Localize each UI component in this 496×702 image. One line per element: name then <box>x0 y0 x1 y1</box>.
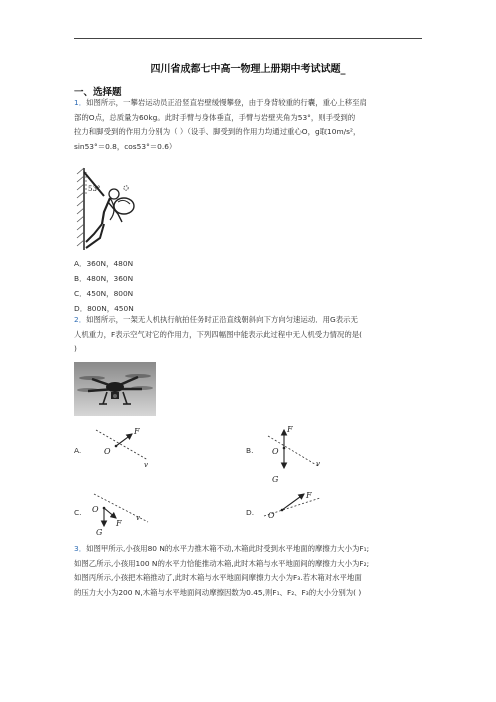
angle-label: 53° <box>88 185 101 193</box>
q1-line-2: 部的O点，总质量为60kg。此时手臂与身体垂直，手臂与岩壁夹角为53°，则手受到的 <box>74 112 356 122</box>
q3-line-1: 如图甲所示,小孩用80 N的水平力推木箱不动,木箱此时受到水平地面的摩擦力大小为F₁; <box>86 544 370 553</box>
drone-photo <box>74 362 156 416</box>
q3-line-4: 的压力大小为200 N,木箱与水平地面间动摩擦因数为0.45,则F₁、F₂、F₃的大小分别为( ) <box>74 587 362 597</box>
q1-line-1: 如图所示，一攀岩运动员正沿竖直岩壁缓慢攀登，由于身背较重的行囊，重心上移至肩 <box>86 98 367 107</box>
label-o: O <box>104 447 111 456</box>
q1-option-c: C．450N，800N <box>74 289 134 298</box>
force-diagram-d <box>262 490 332 530</box>
label-o: O <box>92 505 99 514</box>
q1-line-3: 拉力和脚受到的作用力分别为（ ）（设手、脚受到的作用力均通过重心O，g取10m/s²， <box>74 127 361 136</box>
label-v: v <box>316 460 320 468</box>
question-2-number: 2． <box>74 315 87 324</box>
label-f: F <box>287 425 293 434</box>
force-diagram-a <box>92 424 162 472</box>
q1-option-b: B．480N，360N <box>74 274 134 283</box>
section-heading: 一、选择题 <box>74 87 122 98</box>
question-1-text <box>74 96 424 154</box>
option-c-label: C. <box>74 508 82 517</box>
question-2-text <box>74 313 424 357</box>
q1-option-d: D．800N，450N <box>74 304 134 313</box>
q1-option-a: A．360N，480N <box>74 259 134 268</box>
option-b-label: B. <box>246 446 254 455</box>
q2-line-1: 如图所示，一架无人机执行航拍任务时正沿直线朝斜向下方向匀速运动．用G表示无 <box>86 315 358 324</box>
label-g: G <box>96 528 103 537</box>
q2-line-3: ) <box>74 344 77 353</box>
label-f: F <box>306 491 312 500</box>
question-1-number: 1． <box>74 98 87 107</box>
label-o: O <box>268 511 275 520</box>
q3-line-2: 如图乙所示,小孩用100 N的水平力恰能推动木箱,此时木箱与水平地面间的摩擦力大小为F₂; <box>74 558 370 568</box>
option-d-label: D. <box>246 508 255 517</box>
question-3-text <box>74 542 430 600</box>
label-f: F <box>116 519 122 528</box>
option-a-label: A. <box>74 446 82 455</box>
climber-figure <box>74 164 170 254</box>
label-g: G <box>272 475 279 484</box>
header-rule <box>74 38 422 39</box>
label-o: O <box>272 447 279 456</box>
question-3-number: 3． <box>74 544 87 553</box>
label-v: v <box>136 514 140 522</box>
force-diagram-c <box>90 490 160 538</box>
q2-line-2: 人机重力，F表示空气对它的作用力，下列四幅图中能表示此过程中无人机受力情况的是( <box>74 329 362 339</box>
label-f: F <box>134 427 140 436</box>
page-title: 四川省成都七中高一物理上册期中考试试题_ <box>150 64 346 75</box>
q1-line-4: sin53°＝0.8，cos53°＝0.6） <box>74 141 177 151</box>
q3-line-3: 如图丙所示,小孩把木箱推动了,此时木箱与水平地面间摩擦力大小为F₃.若木箱对水平地面 <box>74 573 362 582</box>
label-v: v <box>144 461 148 469</box>
force-diagram-b <box>262 424 332 486</box>
